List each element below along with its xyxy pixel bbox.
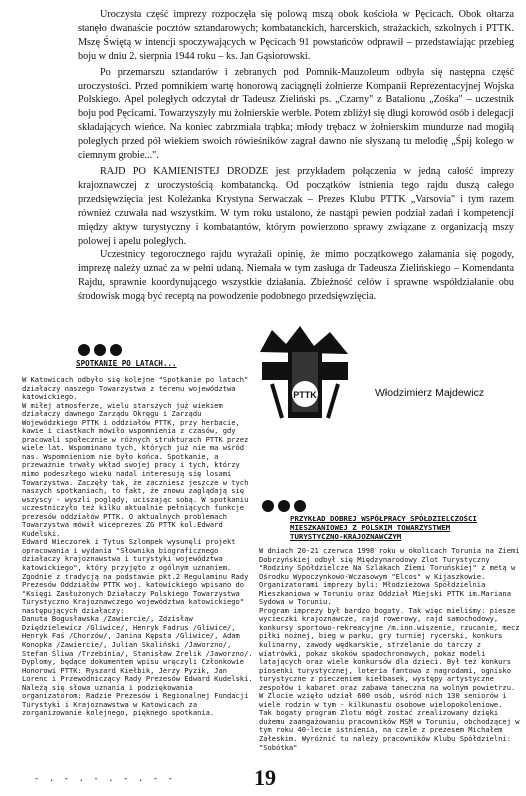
dot (94, 344, 106, 356)
pttk-emblem-icon (252, 322, 358, 424)
left-article-title: SPOTKANIE PO LATACH... (76, 359, 177, 368)
dot (110, 344, 122, 356)
section-divider-dots-right (262, 500, 306, 512)
paragraph-3: RAJD PO KAMIENISTEJ DRODZE jest przykładem połączenia w jedną całość imprezy krajoznawczej z uroczystością kombatancką. Od początków istnienia tego rajdu duszą całego przedsięwzięcia jest Koleżanka Krystyna Serwaczak – Prezes Klubu PTTK „Varsovia" i tym razem również czuwała nad wszystkim. W tym roku ustalono, że nastąpi pewien podział zadań i kompetencji między aktyw turystyczny i kombatantów, którym powierzono sprawy związane z organizacją mszy polowej i apelu poległych. (78, 165, 514, 247)
dot (294, 500, 306, 512)
author-signature: Włodzimierz Majdewicz (375, 387, 485, 399)
section-divider-dots-left (78, 344, 122, 356)
dot (278, 500, 290, 512)
page-number: 19 (254, 765, 276, 790)
left-article-body (22, 376, 254, 718)
paragraph-1: Uroczysta część imprezy rozpoczęła się polową mszą obok kościoła w Pęcicach. Obok ołtarza stanęło dwanaście pocztów sztandarowych; kombatanckich, harcerskich, strażackich, szkolnych i PTTK. Mszę Świętą w intencji spoczywających w Pęcicach 91 powstańców odprawił – przedstawiając przebieg boju w dniu 2. sierpnia 1944 roku – ks. Jan Gąsiorowski. (78, 9, 514, 62)
right-article-text: W dniach 20-21 czerwca 1998 roku w okolicach Torunia na Ziemi Dobrzyńskiej odbył się Międzynarodowy Zlot Turystyczny "Rodziny Spółdzielcze Na Szlakach Ziemi Toruńskiej" z metą w Ośrodku Wypoczynkowo-Wczasowym "Elcos" w Kijaszkowie. Organizatorami imprezy byli: Młodzieżowa Spółdzielnia Mieszkaniowa w Toruniu oraz Oddział Miejski PTTK im.Mariana Sydowa w Toruniu. Program imprezy był bardzo bogaty. Tak więc mieliśmy: piesze wycieczki krajoznawcze, rajd rowerowy, rajd samochodowy, konkursy sportowo-rekreacyjne /m.inn.wiszenie, rzucanie, mecz piłki nożnej, bieg w parku, gry turniej rycerski, konkurs kulinarny, zawody wędkarskie, strzelanie do tarczy z wiatrówki, pokaz skoków spadochronowych, pokaz modeli latających oraz wiele konkursów dla dzieci. Był też konkurs piosenki turystycznej, loteria fantowa z nagrodami, ognisko turystyczne z pieczeniem kiełbasek, występy artystyczne zespołów i kabaret oraz zabawa taneczna na wolnym powietrzu. W Zlocie wzięło udział 600 osób, wśród nich 130 seniorów i wiele rodzin w tym - kilkunastu osobowe wielopokoleniowe. Tak bogaty program Zlotu mógł zostać zrealizowany dzięki dużemu zaangażowaniu pracowników MSM w Toruniu, obchodzącej w tym roku 40-lecie istnienia, na czele z prezesem Michałem Załeskim. Wyróżnić tu należy pracowników Klubu Spółdzielni: "Sobótka" (259, 546, 520, 752)
footer-dashes: - . - . - . - . - - (34, 774, 175, 784)
paragraph-4: Uczestnicy tegorocznego rajdu wyrażali opinię, że mimo początkowego załamania się pogody, imprezę należy uznać za w pełni udaną. Niemała w tym zasługa dr Tadeusza Zielińskiego – Komendanta Rajdu, sprawnie koordynującego wszystkie działania. Zbieżność celów i sprawne współdziałanie obu środowisk mogą być receptą na powodzenie podobnego przedsięwzięcia. (78, 249, 514, 303)
main-article (78, 8, 514, 304)
left-article-text: W Katowicach odbyło się kolejne "Spotkanie po latach" działaczy naszego Towarzystwa z terenu województwa katowickiego. W miłej atmosferze, wielu starszych już wiekiem działaczy dawnego Zarządu Okręgu i Zarządu Wojewódzkiego PTTK i oddziałów PTTK, przy herbacie, kawie i ciastkach mówiło wspomnienia z czasów, gdy pracowali społecznie w różnych strukturach PTTK przez wiele lat. Wspominano tych, których już nie ma wśród nas. Wspomnieniom nie było końca. Spotkanie, a przeważnie trwały wkład swojej pracy i tych, którzy mimo podeszłego wieku nadal interesują się losami Towarzystwa. Zaczęły tak, że zaczniesz jeszcze w tych naszych spotkaniach, to fakt, że znowu zaglądają się wszyscy - wyszli poglądy, uciszając sobą. W spotkaniu uczestniczyło też kilku aktualnie pełniących funkcje prezesów oddziałów PTTK. O aktualnych problemach Towarzystwa mówił wiceprezes ZG PTTK kol.Edward Kudelski. Edward Wieczorek i Tytus Szlompek wysunęli projekt opracowania i wydania "Słownika biograficznego działaczy krajoznawstwa i turystyki województwa katowickiego", który przyjęto z ogólnym uznaniem. Zgodnie z tradycją na podstawie pkt.2 Regulaminu Rady Prezesów Oddziałów PTTK woj. katowickiego wpisano do "Księgi Zasłużonych Działaczy Polskiego Towarzystwa Turystyczno Krajoznawczego województwa katowickiego" następujących działaczy: Danuta Bogusławska /Zawiercie/, Zdzisław Dziędzielewicz /Gliwice/, Henryk Fadrus /Gliwice/, Henryk Faś /Chorzów/, Janina Kępsta /Gliwice/, Adam Konopka /Zawiercie/, Julian Skaliński /Jaworzno/, Stefan Śliwa /Trzebinia/, Stanisław Zrelik /Jaworzno/. Dyplomy, będące dokumentem wpisu wręczyli Członkowie Honorowi PTTK: Ryszard Kiełbik, Jerzy Pyzik, Jan Lorenc i Przewodniczący Rady Prezesów Edward Kudelski. Należą się słowa uznania i podziękowania organizatorom: Radzie Prezesów i Regionalnej Fundacji Turystyki i Krajoznawstwa w Katowicach za zorganizowanie kolejnego, pięknego spotkania. (22, 375, 253, 718)
emblem-letters: PTTK (293, 390, 317, 400)
paragraph-2: Po przemarszu sztandarów i zebranych pod Pomnik-Mauzoleum odbyła się następna część uroczystości. Przed pomnikiem wartę honorową zaciągnęli żołnierze Kompanii Reprezentacyjnej Wojska Polskiego. Apel poległych odczytał dr Tadeusz Zieliński ps. „Czarny" z Batalionu „Zośka" – uczestnik boju pod Pęcicami. Towarzyszyły mu żołnierskie werble. Potem zbliżył się długi korowód osób i delegacji składających wieńce. Na koniec zabrzmiała trąbka; młody trębacz w żołnierskim mundurze nad mogiłą poległych przed pół wiekiem swoich rówieśników zagrał dawno nie słyszaną tu melodię „Śpij kolego w ciemnym grobie...". (78, 66, 514, 162)
dot (262, 500, 274, 512)
right-article-title (290, 514, 490, 542)
right-article-body (259, 547, 521, 752)
dot (78, 344, 90, 356)
right-article-title-text: PRZYKŁAD DOBREJ WSPÓŁPRACY SPÓŁDZIELCZOŚCI MIESZKANIOWEJ Z POLSKIM TOWARZYSTWEM TURYSTYCZNO-KRAJOZNAWCZYM (290, 514, 477, 542)
